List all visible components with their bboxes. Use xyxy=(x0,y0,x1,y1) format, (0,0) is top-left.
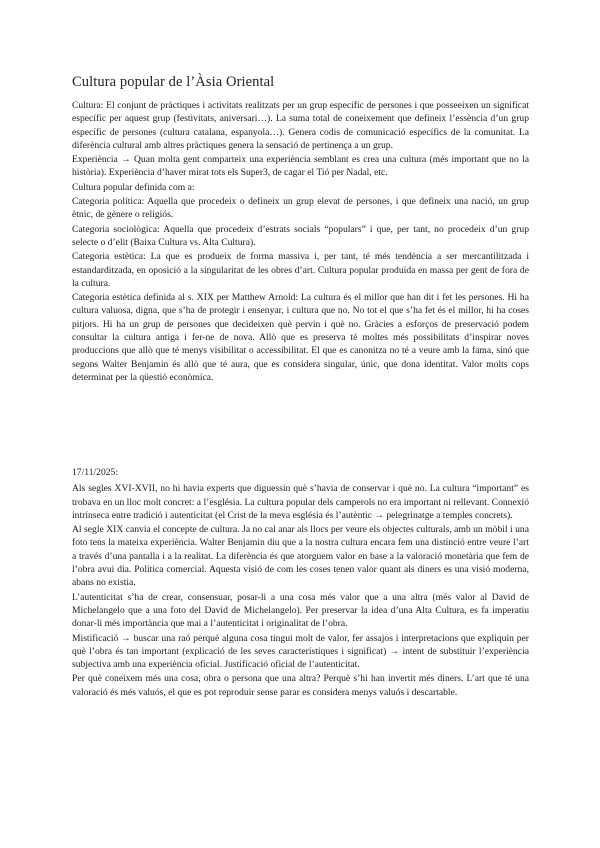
paragraph-cultura-popular-definida: Cultura popular definida com a: xyxy=(72,181,195,193)
paragraph-mistificacio: Mistificació → buscar una raó perquè alguna cosa tingui molt de valor, fer assajos i interpretacions que expliquin per què l’obra és tan important (explicació de les seves característiques i significat) → intent de substituir l’experiència subjectiva amb una experiència oficial. Justificació oficial de l’autenticitat. xyxy=(72,632,529,671)
paragraph-categoria-sociologica: Categoria sociològica: Aquella que procedeix d’estrats socials “populars” i que, per tant, no procedeix d’un grup selecte o d’elit (Baixa Cultura vs. Alta Cultura). xyxy=(72,223,529,248)
paragraph-autenticitat: L’autenticitat s’ha de crear, consensuar, posar-li a una cosa més valor que a una altra (més valor al David de Michelangelo que a una foto del David de Michelangelo). Per preservar la idea d’una Alta Cultura, es fa imperatiu donar-li més importància que mai a l’autenticitat i originalitat de l’obra. xyxy=(72,591,529,630)
page-title: Cultura popular de l’Àsia Oriental xyxy=(72,74,275,90)
paragraph-categoria-politica: Categoria política: Aquella que procedeix o defineix un grup elevat de persones, i que defineix una nació, un grup ètnic, de gènere o religiós. xyxy=(72,196,529,221)
paragraph-matthew-arnold: Categoria estètica definida al s. XIX per Matthew Arnold: La cultura és el millor que han dit i fet les persones. Hi ha cultura valuosa, digna, que s’ha de protegir i ensenyar, i cultura que no. No tot el que s’ha fet és el millor, hi ha coses pitjors. Hi ha un grup de persones que decideixen què pervin i què no. Gràcies a esforços de preservació podem consultar la cultura antiga i fer-ne de nova. Allò que es preserva té moltes més possibilitats d’inspirar noves produccions que allò que té menys visibilitat o accessibilitat. El que es canonitza no té a veure amb la fama, sinó que segons Walter Benjamin és allò que té aura, que es considera singular, únic, que dona identitat. Valor molts cops determinat per la qüestió econòmica. xyxy=(72,292,529,383)
paragraph-segles-xvi-xvii: Als segles XVI-XVII, no hi havia experts que diguessin què s’havia de conservar i què no. La cultura “important” es trobava en un lloc molt concret: a l’església. La cultura popular dels camperols no era important ni rellevant. Connexió intrínseca entre tradició i autenticitat (el Crist de la meva església és l’autèntic → pelegrinatge a temples concrets). xyxy=(72,483,529,521)
paragraph-cultura: Cultura: El conjunt de pràctiques i activitats realitzats per un grup específic de persones i que posseeixen un significat específic per aquest grup (festivitats, aniversari…). La suma total de coneixement que defineix l’essència d’un grup específic de persones (cultura catalana, espanyola…). Genera codis de comunicació específics de la comunitat. La diferència cultural amb altres pràctiques genera la sensació de pertinença a un grup. xyxy=(72,100,529,151)
date-heading: 17/11/2025: xyxy=(72,467,119,478)
paragraph-categoria-estetica: Categoria estètica: La que es produeix de forma massiva i, per tant, té més tendència a ser mercantilitzada i estandarditzada, en oposició a la singularitat de les obres d’art. Cultura popular produïda en massa per gent de fora de la cultura. xyxy=(72,251,529,289)
section-notes-intro xyxy=(72,99,529,385)
paragraph-per-que-coneixem: Per què coneixem més una cosa, obra o persona que una altra? Perquè s’hi han invertit més diners. L’art que té una valoració és més valuós, el que es pot reproduir sense parar es considera menys valuós i descartable. xyxy=(72,673,529,698)
paragraph-experiencia: Experiència → Quan molta gent comparteix una experiència semblant es crea una cultura (més important que no la història). Experiència d’haver mirat tots els Super3, de cagar el Tió per Nadal, etc. xyxy=(72,154,529,179)
paragraph-segle-xix: Al segle XIX canvia el concepte de cultura. Ja no cal anar als llocs per veure els objectes culturals, amb un mòbil i una foto tens la mateixa experiència. Walter Benjamin diu que a la nostra cultura encara fem una distinció entre veure l’art a través d’una pantalla i a la realitat. La diferència és que atorguem valor en base a la valoració monetària que fem de l’obra avui dia. Política comercial. Aquesta visió de com les coses tenen valor quant als diners es una visió moderna, abans no existia. xyxy=(72,524,529,589)
section-notes-dated xyxy=(72,466,529,700)
